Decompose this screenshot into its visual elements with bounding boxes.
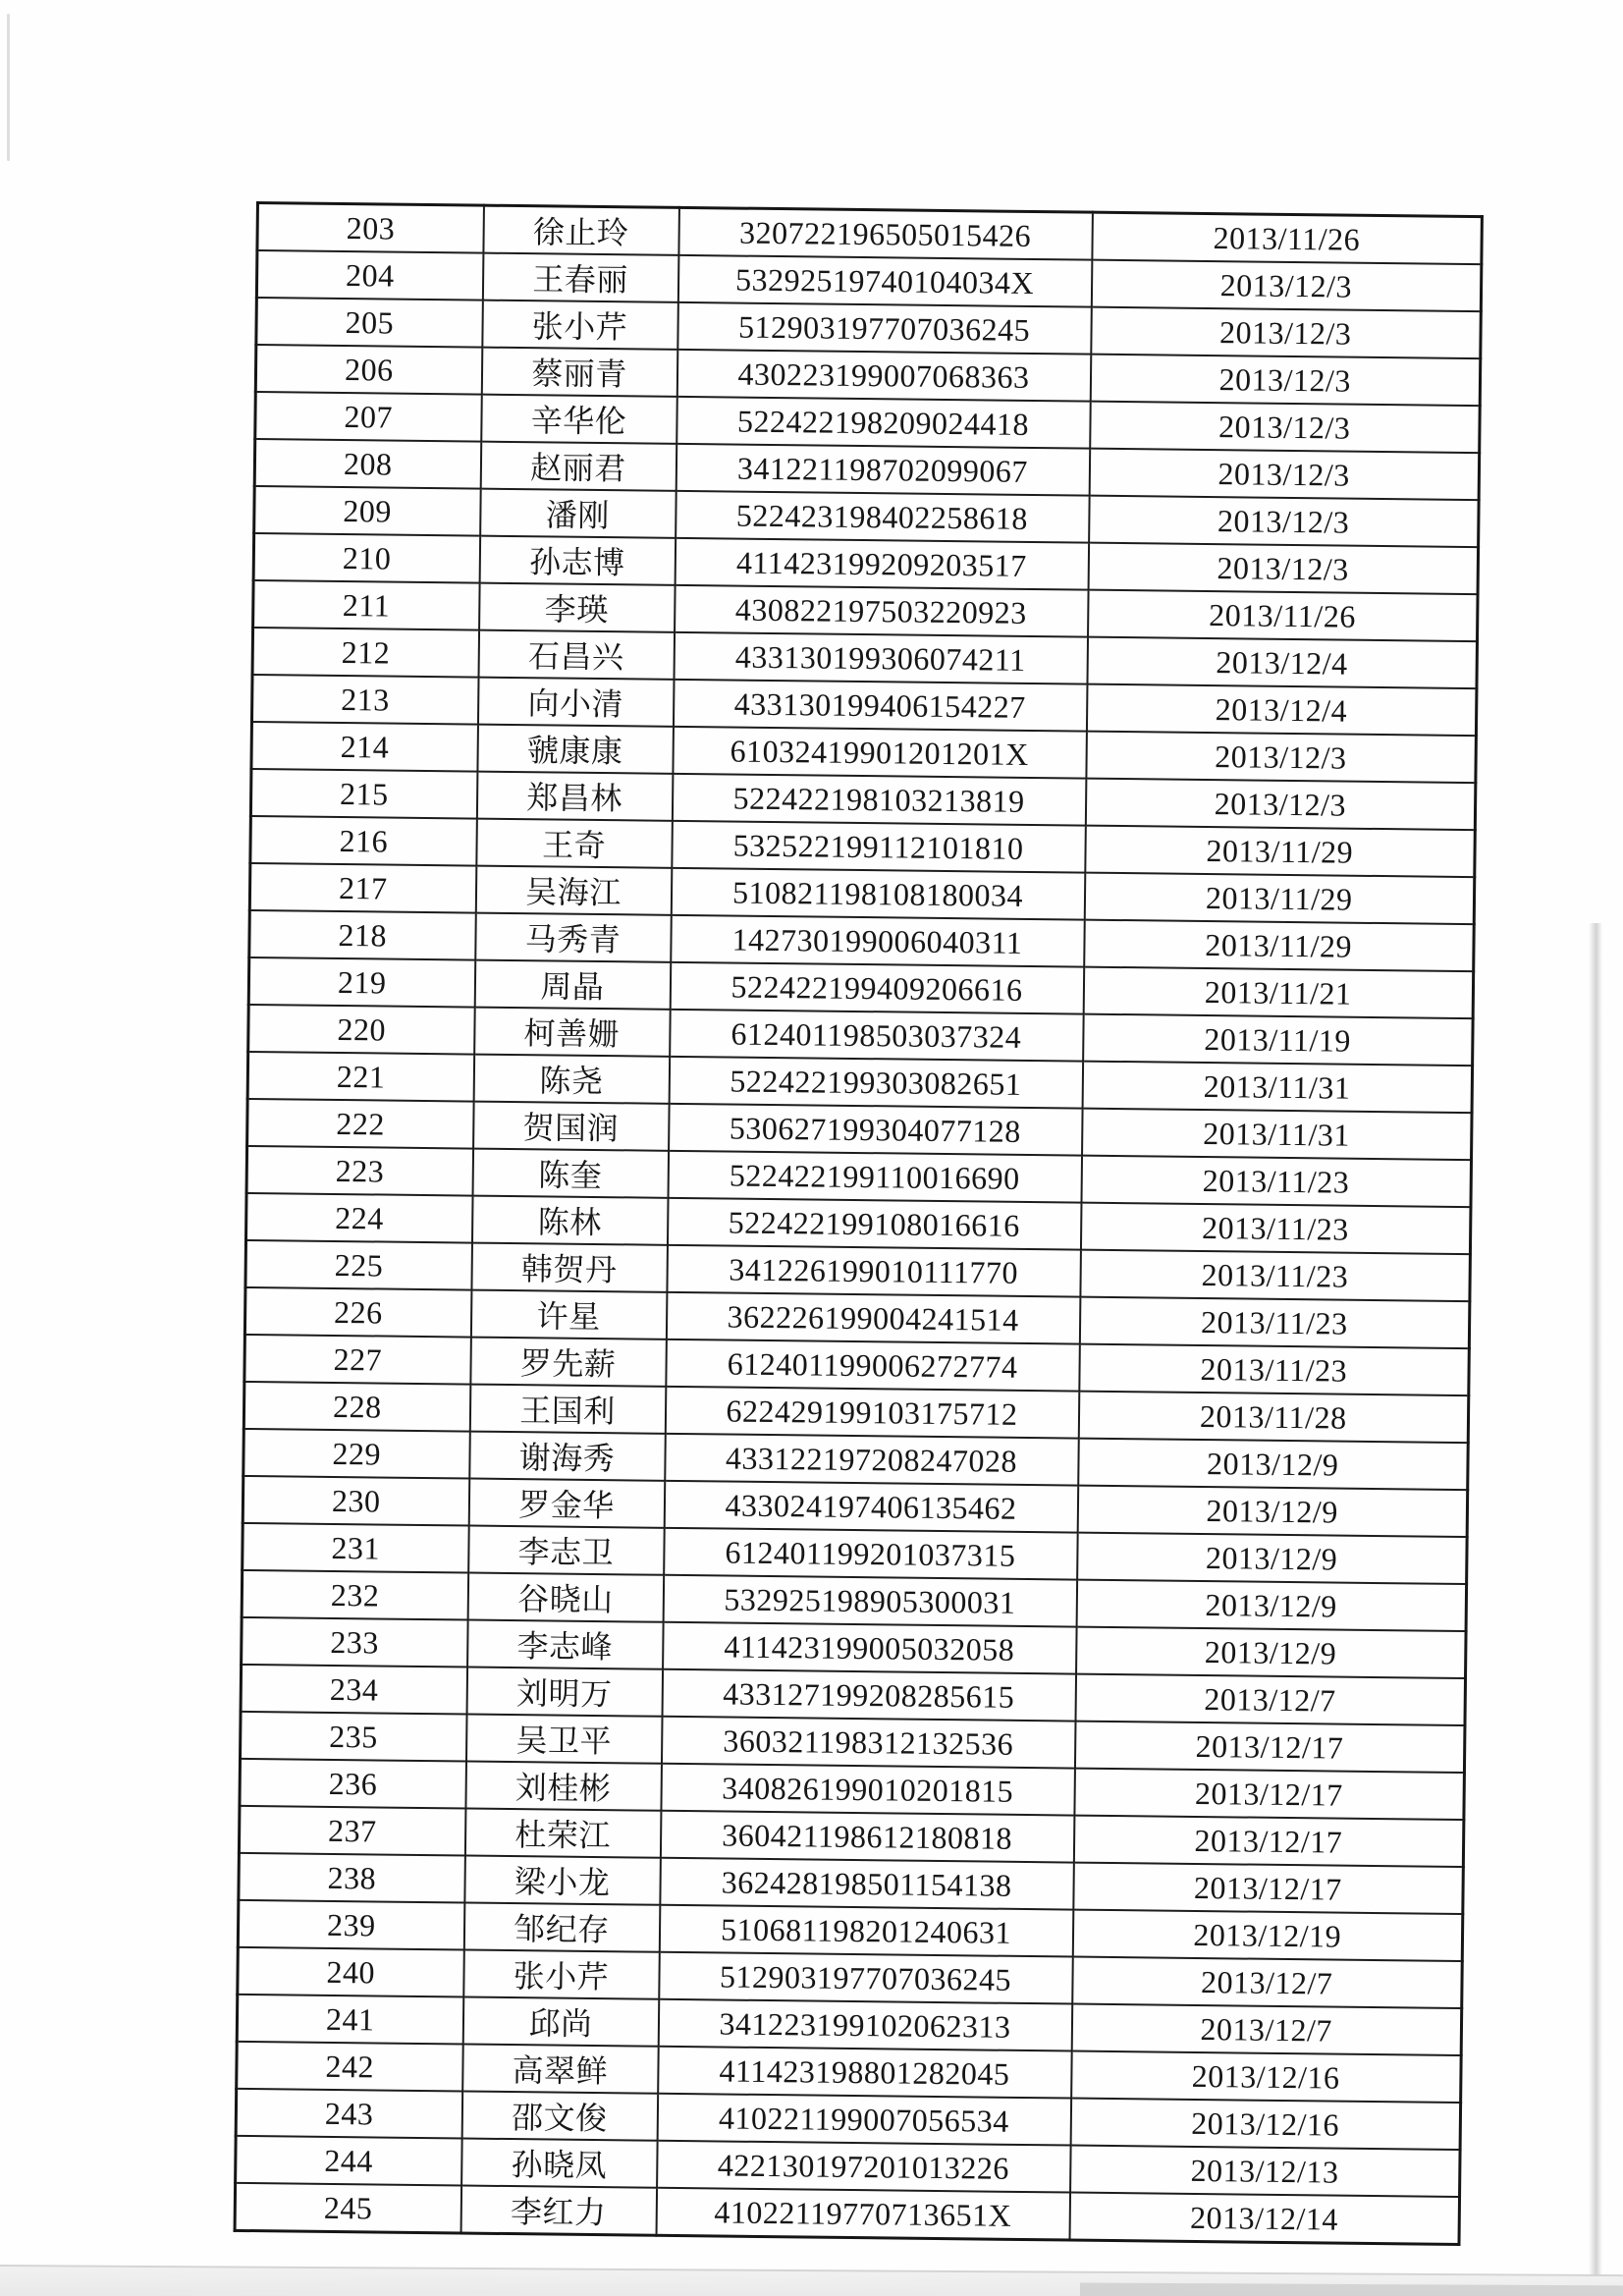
cell-date: 2013/11/23 [1080, 1203, 1471, 1255]
cell-date: 2013/11/23 [1081, 1156, 1472, 1208]
cell-row-number: 222 [247, 1099, 474, 1149]
cell-id-number: 340826199010201815 [661, 1764, 1075, 1816]
cell-date: 2013/12/3 [1090, 355, 1481, 407]
cell-person-name: 虢康康 [477, 725, 674, 774]
cell-id-number: 362226199004241514 [666, 1292, 1080, 1344]
cell-id-number: 512903197707036245 [659, 1952, 1073, 2004]
cell-row-number: 229 [243, 1429, 470, 1479]
cell-person-name: 周晶 [474, 960, 671, 1010]
cell-date: 2013/12/7 [1075, 1674, 1466, 1726]
cell-person-name: 马秀青 [475, 913, 672, 962]
cell-row-number: 228 [243, 1382, 470, 1432]
cell-id-number: 522422198209024418 [676, 397, 1091, 449]
cell-row-number: 210 [253, 533, 480, 583]
cell-id-number: 433122197208247028 [665, 1434, 1079, 1486]
cell-id-number: 433130199306074211 [674, 632, 1088, 684]
cell-person-name: 陈林 [471, 1196, 668, 1245]
cell-id-number: 320722196505015426 [678, 207, 1093, 259]
cell-row-number: 215 [250, 769, 477, 819]
cell-row-number: 231 [243, 1523, 469, 1573]
cell-person-name: 邹纪存 [463, 1903, 660, 1952]
cell-row-number: 205 [256, 298, 483, 348]
cell-row-number: 203 [257, 203, 484, 253]
cell-person-name: 赵丽君 [480, 442, 676, 491]
cell-person-name: 郑昌林 [476, 772, 673, 821]
cell-id-number: 522422199110016690 [668, 1151, 1082, 1203]
cell-date: 2013/12/17 [1074, 1722, 1465, 1774]
cell-date: 2013/12/7 [1072, 1957, 1463, 2009]
cell-id-number: 411423199209203517 [675, 538, 1089, 590]
cell-id-number: 612401198503037324 [670, 1010, 1084, 1062]
cell-date: 2013/12/3 [1085, 779, 1476, 831]
cell-date: 2013/12/13 [1070, 2146, 1461, 2198]
cell-person-name: 徐止玲 [483, 205, 679, 255]
cell-row-number: 226 [244, 1287, 471, 1338]
cell-person-name: 石昌兴 [478, 630, 675, 680]
cell-row-number: 223 [246, 1146, 473, 1196]
cell-row-number: 245 [235, 2183, 461, 2233]
cell-date: 2013/12/9 [1077, 1486, 1468, 1538]
cell-row-number: 209 [254, 486, 481, 536]
cell-row-number: 236 [240, 1759, 466, 1809]
cell-id-number: 142730199006040311 [671, 915, 1085, 967]
cell-person-name: 谢海秀 [469, 1432, 666, 1481]
cell-row-number: 212 [252, 628, 479, 678]
cell-person-name: 王奇 [476, 819, 673, 868]
cell-id-number: 41022119770713651X [656, 2188, 1070, 2240]
cell-row-number: 208 [254, 439, 481, 489]
cell-person-name: 贺国润 [473, 1102, 670, 1151]
cell-person-name: 张小芹 [463, 1950, 660, 1999]
cell-id-number: 430822197503220923 [675, 585, 1089, 637]
cell-row-number: 238 [239, 1853, 465, 1903]
scan-shadow-right [1589, 923, 1602, 2283]
cell-person-name: 罗先薪 [470, 1338, 667, 1387]
cell-person-name: 蔡丽青 [481, 348, 677, 397]
cell-date: 2013/12/3 [1090, 402, 1481, 454]
cell-id-number: 612401199201037315 [664, 1528, 1078, 1580]
cell-date: 2013/12/9 [1077, 1533, 1468, 1585]
cell-id-number: 53292519740104034X [677, 255, 1092, 307]
cell-date: 2013/11/23 [1080, 1250, 1471, 1302]
cell-date: 2013/12/4 [1086, 684, 1477, 737]
cell-person-name: 孙志博 [479, 536, 676, 585]
cell-row-number: 237 [239, 1806, 465, 1856]
cell-id-number: 532522199112101810 [672, 821, 1086, 873]
cell-row-number: 240 [238, 1947, 464, 1997]
cell-person-name: 王春丽 [482, 253, 678, 302]
cell-date: 2013/11/19 [1083, 1014, 1474, 1066]
cell-row-number: 207 [255, 392, 482, 442]
cell-date: 2013/11/26 [1092, 212, 1483, 264]
cell-id-number: 522422199108016616 [667, 1198, 1081, 1250]
cell-id-number: 430223199007068363 [676, 350, 1091, 402]
cell-row-number: 213 [251, 675, 478, 725]
cell-person-name: 陈奎 [472, 1149, 669, 1198]
cell-id-number: 61032419901201201X [673, 727, 1087, 779]
cell-person-name: 梁小龙 [464, 1856, 661, 1905]
cell-person-name: 向小清 [477, 678, 674, 727]
cell-row-number: 230 [243, 1476, 469, 1526]
cell-person-name: 邱尚 [462, 1997, 659, 2047]
cell-id-number: 341221198702099067 [676, 444, 1090, 496]
cell-id-number: 532925198905300031 [663, 1575, 1077, 1627]
cell-date: 2013/12/3 [1089, 449, 1480, 501]
cell-person-name: 潘刚 [480, 489, 676, 538]
cell-date: 2013/12/17 [1073, 1816, 1464, 1868]
cell-row-number: 232 [242, 1570, 468, 1620]
cell-id-number: 433127199208285615 [662, 1669, 1076, 1722]
cell-person-name: 柯善姗 [474, 1008, 671, 1057]
cell-id-number: 362428198501154138 [660, 1858, 1074, 1910]
cell-date: 2013/12/17 [1073, 1863, 1464, 1915]
cell-id-number: 410221199007056534 [657, 2094, 1071, 2146]
scan-shadow-bottom-right [1080, 2283, 1623, 2296]
cell-id-number: 433024197406135462 [664, 1481, 1078, 1533]
cell-id-number: 522423198402258618 [676, 491, 1090, 543]
cell-date: 2013/11/26 [1088, 590, 1479, 642]
cell-date: 2013/11/21 [1083, 967, 1474, 1019]
cell-person-name: 王国利 [469, 1385, 666, 1434]
cell-row-number: 239 [238, 1900, 464, 1950]
cell-date: 2013/12/17 [1074, 1769, 1465, 1821]
cell-row-number: 225 [245, 1240, 472, 1290]
cell-person-name: 韩贺丹 [471, 1243, 668, 1292]
cell-person-name: 许星 [470, 1290, 667, 1339]
cell-row-number: 235 [241, 1712, 467, 1762]
records-table-wrap [235, 201, 1481, 2237]
cell-id-number: 360421198612180818 [660, 1811, 1074, 1863]
cell-date: 2013/12/19 [1072, 1910, 1463, 1962]
cell-person-name: 孙晓凤 [461, 2138, 658, 2187]
cell-date: 2013/11/29 [1084, 920, 1475, 972]
cell-id-number: 512903197707036245 [677, 302, 1092, 355]
cell-person-name: 谷晓山 [467, 1573, 664, 1622]
cell-id-number: 341226199010111770 [667, 1245, 1081, 1297]
cell-person-name: 邵文俊 [461, 2092, 658, 2141]
cell-id-number: 522422198103213819 [672, 774, 1086, 826]
cell-row-number: 206 [255, 345, 482, 395]
cell-date: 2013/12/3 [1091, 307, 1482, 359]
cell-person-name: 李红力 [460, 2185, 657, 2235]
cell-date: 2013/12/4 [1087, 637, 1478, 689]
cell-id-number: 510821198108180034 [671, 868, 1085, 920]
cell-row-number: 217 [249, 863, 476, 913]
cell-person-name: 辛华伦 [481, 395, 677, 444]
cell-date: 2013/11/28 [1078, 1392, 1469, 1444]
cell-id-number: 522422199303082651 [669, 1057, 1083, 1109]
cell-person-name: 高翠鲜 [462, 2045, 659, 2094]
records-table-body [235, 203, 1482, 2245]
cell-id-number: 411423198801282045 [658, 2047, 1072, 2099]
cell-id-number: 522422199409206616 [670, 962, 1084, 1014]
cell-date: 2013/12/9 [1078, 1439, 1469, 1491]
cell-date: 2013/11/29 [1084, 873, 1475, 925]
cell-row-number: 227 [244, 1335, 471, 1385]
cell-row-number: 218 [249, 910, 476, 960]
cell-row-number: 219 [248, 957, 475, 1008]
cell-date: 2013/12/3 [1086, 732, 1477, 784]
cell-person-name: 吴海江 [475, 866, 672, 915]
cell-date: 2013/12/3 [1089, 496, 1480, 548]
cell-row-number: 243 [236, 2089, 462, 2139]
scan-edge-line-topleft [7, 14, 10, 161]
cell-id-number: 422130197201013226 [657, 2141, 1071, 2193]
cell-date: 2013/12/16 [1070, 2099, 1461, 2151]
cell-row-number: 241 [237, 1995, 463, 2045]
cell-id-number: 360321198312132536 [661, 1717, 1075, 1769]
cell-date: 2013/12/7 [1071, 2004, 1462, 2056]
cell-date: 2013/11/23 [1079, 1344, 1470, 1396]
cell-date: 2013/12/3 [1091, 260, 1482, 312]
cell-id-number: 341223199102062313 [658, 1999, 1072, 2051]
cell-row-number: 204 [256, 250, 483, 301]
cell-date: 2013/12/9 [1076, 1627, 1467, 1679]
cell-date: 2013/12/9 [1076, 1580, 1467, 1632]
records-table [234, 201, 1484, 2246]
cell-date: 2013/12/14 [1069, 2193, 1460, 2245]
cell-id-number: 411423199005032058 [663, 1622, 1077, 1674]
cell-person-name: 吴卫平 [465, 1715, 662, 1764]
cell-date: 2013/12/3 [1088, 543, 1479, 595]
cell-row-number: 211 [253, 580, 480, 630]
cell-person-name: 李志峰 [467, 1620, 664, 1669]
cell-date: 2013/11/29 [1085, 826, 1476, 878]
cell-row-number: 242 [237, 2042, 463, 2092]
cell-row-number: 234 [241, 1665, 467, 1715]
cell-id-number: 433130199406154227 [673, 680, 1087, 732]
cell-date: 2013/11/23 [1079, 1297, 1470, 1349]
cell-id-number: 612401199006272774 [666, 1339, 1080, 1392]
cell-person-name: 陈尧 [473, 1055, 670, 1104]
cell-id-number: 622429199103175712 [665, 1387, 1079, 1439]
cell-person-name: 张小芹 [482, 301, 678, 350]
cell-row-number: 221 [247, 1052, 474, 1102]
cell-date: 2013/12/16 [1071, 2051, 1462, 2104]
cell-row-number: 233 [242, 1617, 468, 1667]
cell-person-name: 杜荣江 [464, 1809, 661, 1858]
cell-person-name: 刘桂彬 [465, 1762, 662, 1811]
cell-id-number: 530627199304077128 [669, 1104, 1083, 1156]
cell-date: 2013/11/31 [1082, 1109, 1473, 1161]
cell-row-number: 216 [250, 816, 477, 866]
cell-person-name: 罗金华 [468, 1479, 665, 1528]
cell-row-number: 224 [245, 1193, 472, 1243]
cell-row-number: 244 [236, 2136, 462, 2186]
cell-person-name: 李志卫 [468, 1526, 665, 1575]
cell-person-name: 刘明万 [466, 1667, 663, 1717]
cell-id-number: 510681198201240631 [659, 1905, 1073, 1957]
cell-row-number: 220 [248, 1005, 475, 1055]
cell-person-name: 李瑛 [479, 583, 676, 632]
cell-row-number: 214 [251, 722, 478, 772]
cell-date: 2013/11/31 [1082, 1062, 1473, 1114]
